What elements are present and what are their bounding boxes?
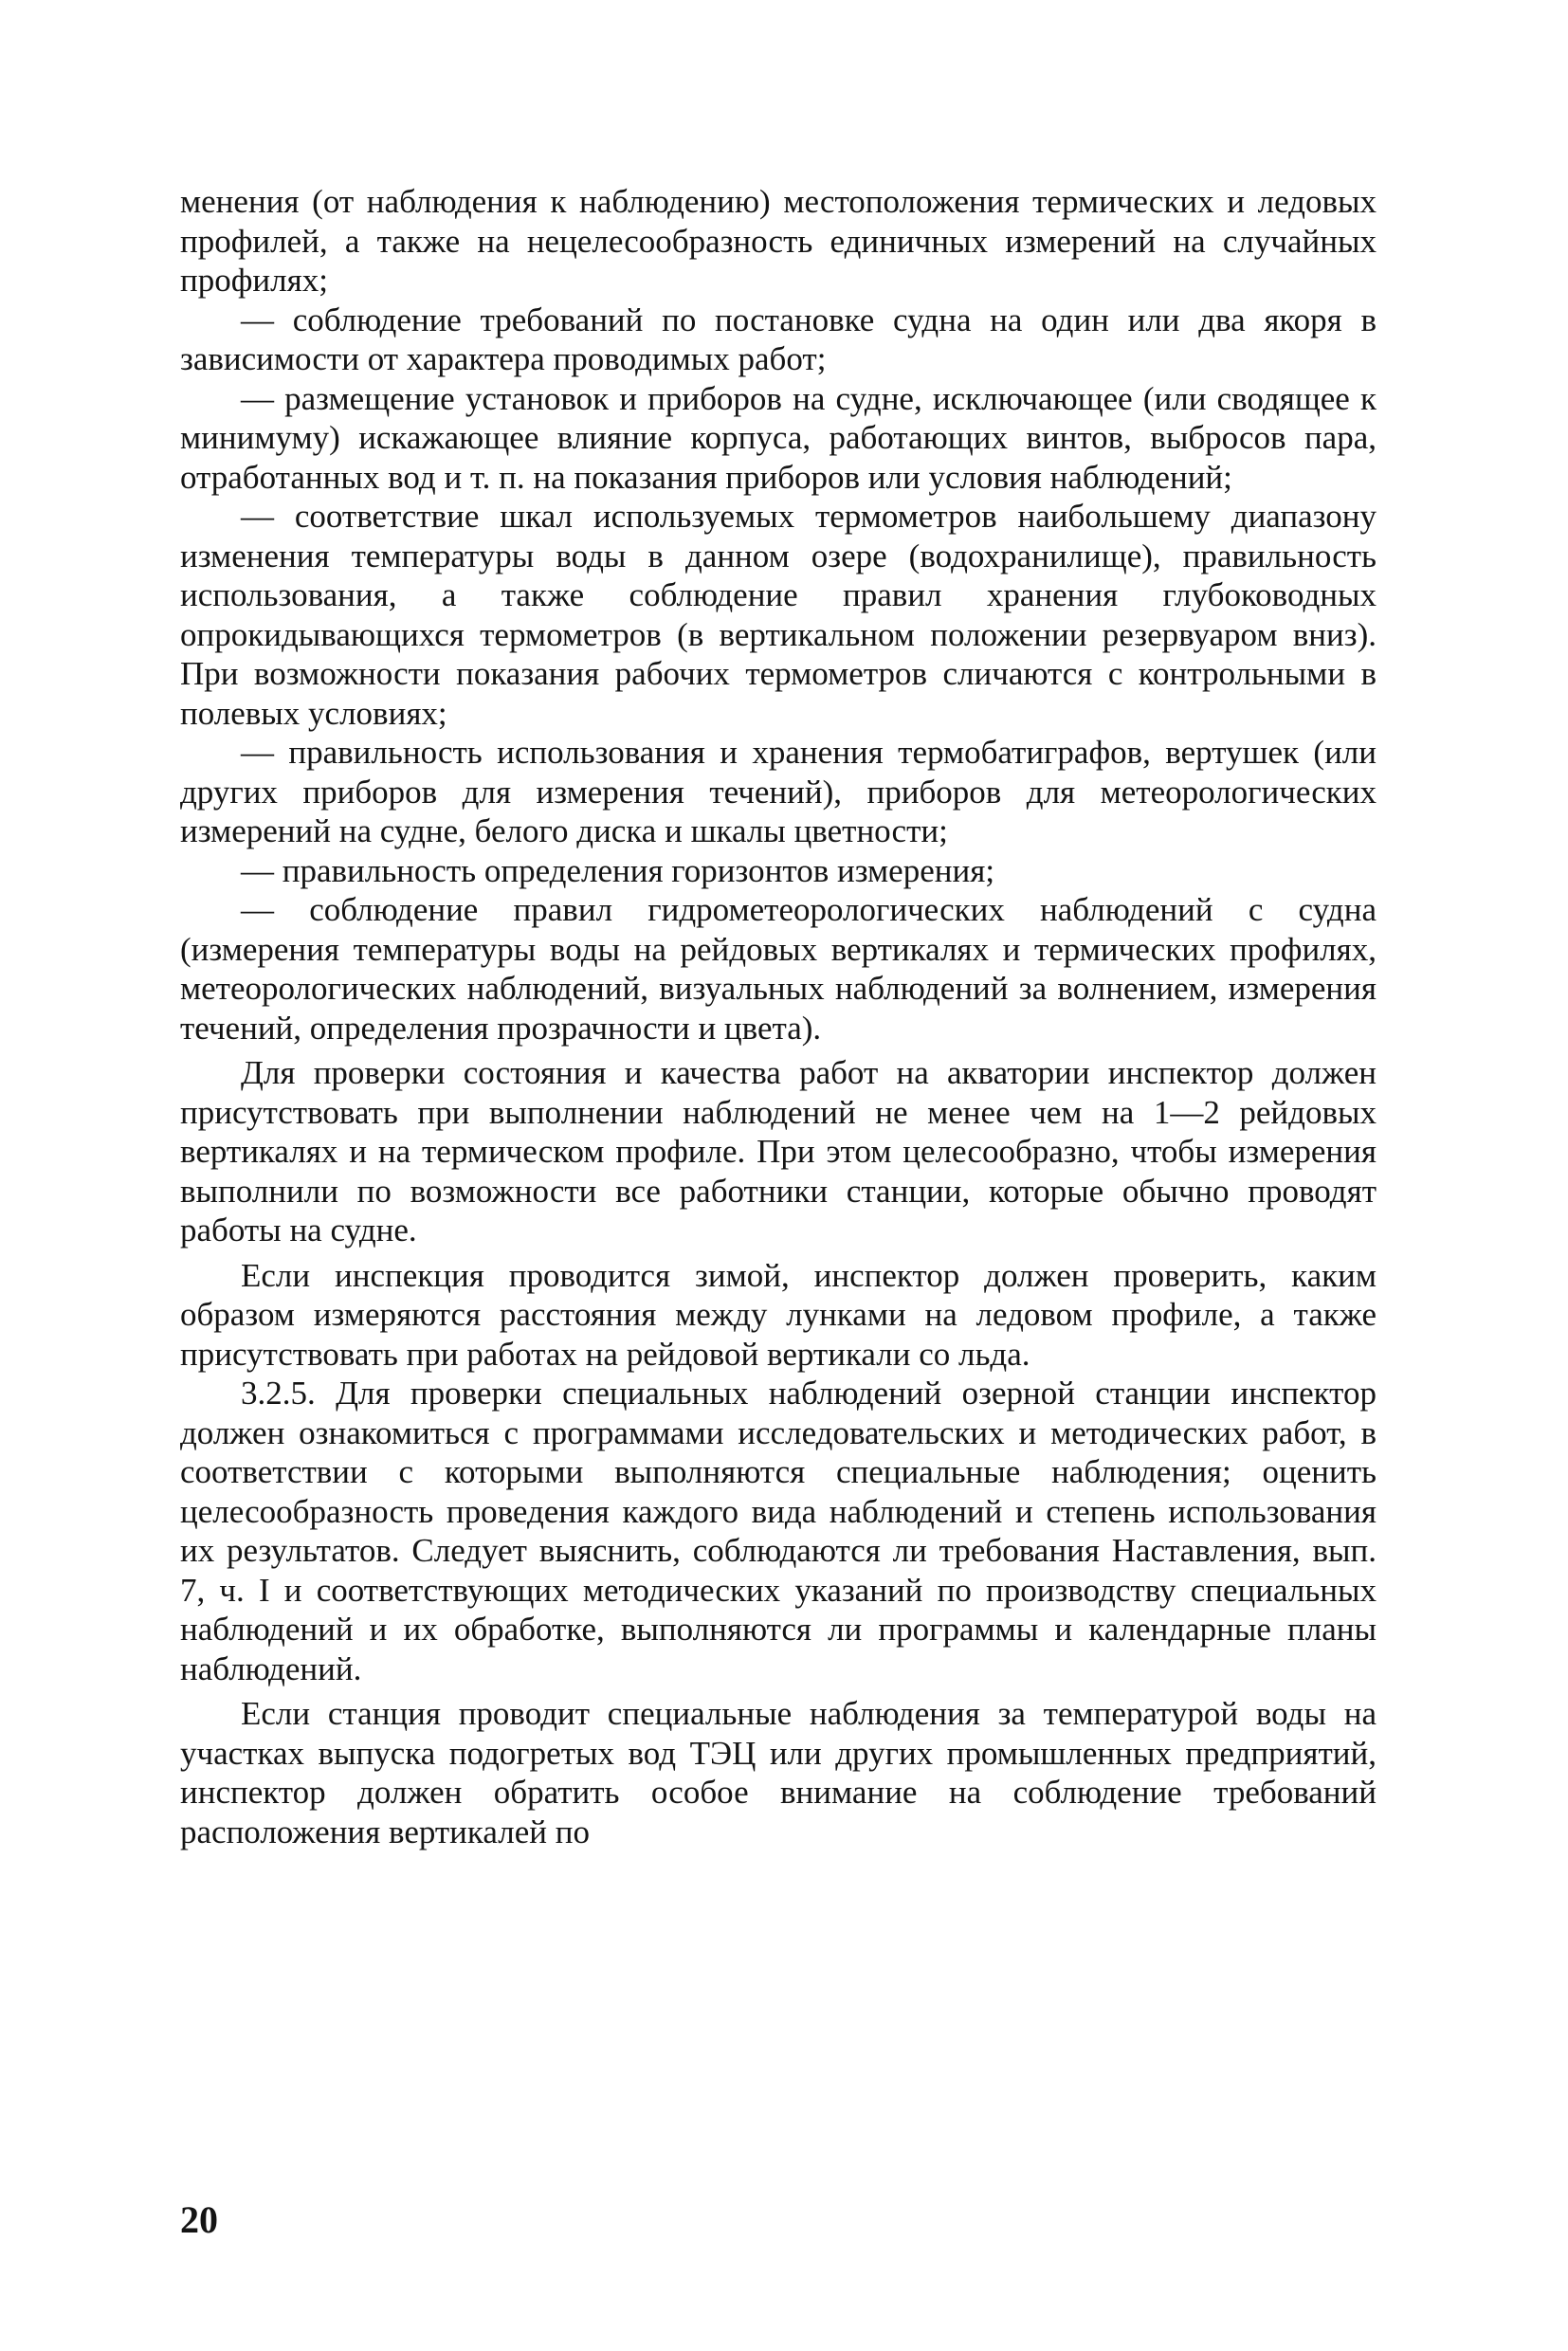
paragraph-section-3-2-5: 3.2.5. Для проверки специальных наблюдений озерной станции инспектор должен ознакомиться с программами исследовательских и методических работ, в соответствии с которыми выполняются специальные наблюдения; оценить целесообразность проведения каждого вида наблюдений и степень использования их результатов. Следует выяснить, соблюдаются ли требования Наставления, вып. 7, ч. I и соответствующих методических указаний по производству специальных наблюдений и их обработке, выполняются ли программы и календарные планы наблюдений. — [180, 1375, 1377, 1687]
paragraph-thermometers: — соответствие шкал используемых термометров наибольшему диапазону изменения температуры воды в данном озере (водохранилище), правильность использования, а также соблюдение правил хранения глубоководных опрокидывающихся термометров (в вертикальном положении резервуаром вниз). При возможности показания рабочих термометров сличаются с контрольными в полевых условиях; — [180, 498, 1377, 732]
paragraph-horizons: — правильность определения горизонтов измерения; — [241, 851, 995, 889]
paragraph-water-area-check: Для проверки состояния и качества работ на акватории инспектор должен присутствовать при выполнении наблюдений не менее чем на 1—2 рейдовых вертикалях и на термическом профиле. При этом целесообразно, чтобы измерения выполнили по возможности все работники станции, которые обычно проводят работы на судне. — [180, 1054, 1377, 1248]
paragraph-thermobathygraphs: — правильность использования и хранения термобатиграфов, вертушек (или других приборов для измерения течений), приборов для метеорологических измерений на судне, белого диска и шкалы цветности; — [180, 734, 1377, 849]
paragraph-continuation: менения (от наблюдения к наблюдению) местоположения термических и ледовых профилей, а также на нецелесообразность единичных измерений на случайных профилях; — [180, 183, 1377, 299]
paragraph-heated-water: Если станция проводит специальные наблюдения за температурой воды на участках выпуска подогретых вод ТЭЦ или других промышленных предприятий, инспектор должен обратить особое внимание на соблюдение требований расположения вертикалей по — [180, 1695, 1377, 1850]
page-number: 20 — [180, 2198, 218, 2241]
paragraph-winter-inspection: Если инспекция проводится зимой, инспектор должен проверить, каким образом измеряются расстояния между лунками на ледовом профиле, а также присутствовать при работах на рейдовой вертикали со льда. — [180, 1256, 1377, 1373]
paragraph-instruments-placement: — размещение установок и приборов на судне, исключающее (или сводящее к минимуму) искажающее влияние корпуса, работающих винтов, выбросов пара, отработанных вод и т. п. на показания приборов или условия наблюдений; — [180, 379, 1377, 496]
paragraph-ship-observations: — соблюдение правил гидрометеорологических наблюдений с судна (измерения температуры воды на рейдовых вертикалях и термических профилях, метеорологических наблюдений, визуальных наблюдений за волнением, измерения течений, определения прозрачности и цвета). — [180, 891, 1377, 1047]
paragraph-anchoring: — соблюдение требований по постановке судна на один или два якоря в зависимости от характера проводимых работ; — [180, 301, 1377, 377]
page-body — [180, 182, 1377, 1851]
